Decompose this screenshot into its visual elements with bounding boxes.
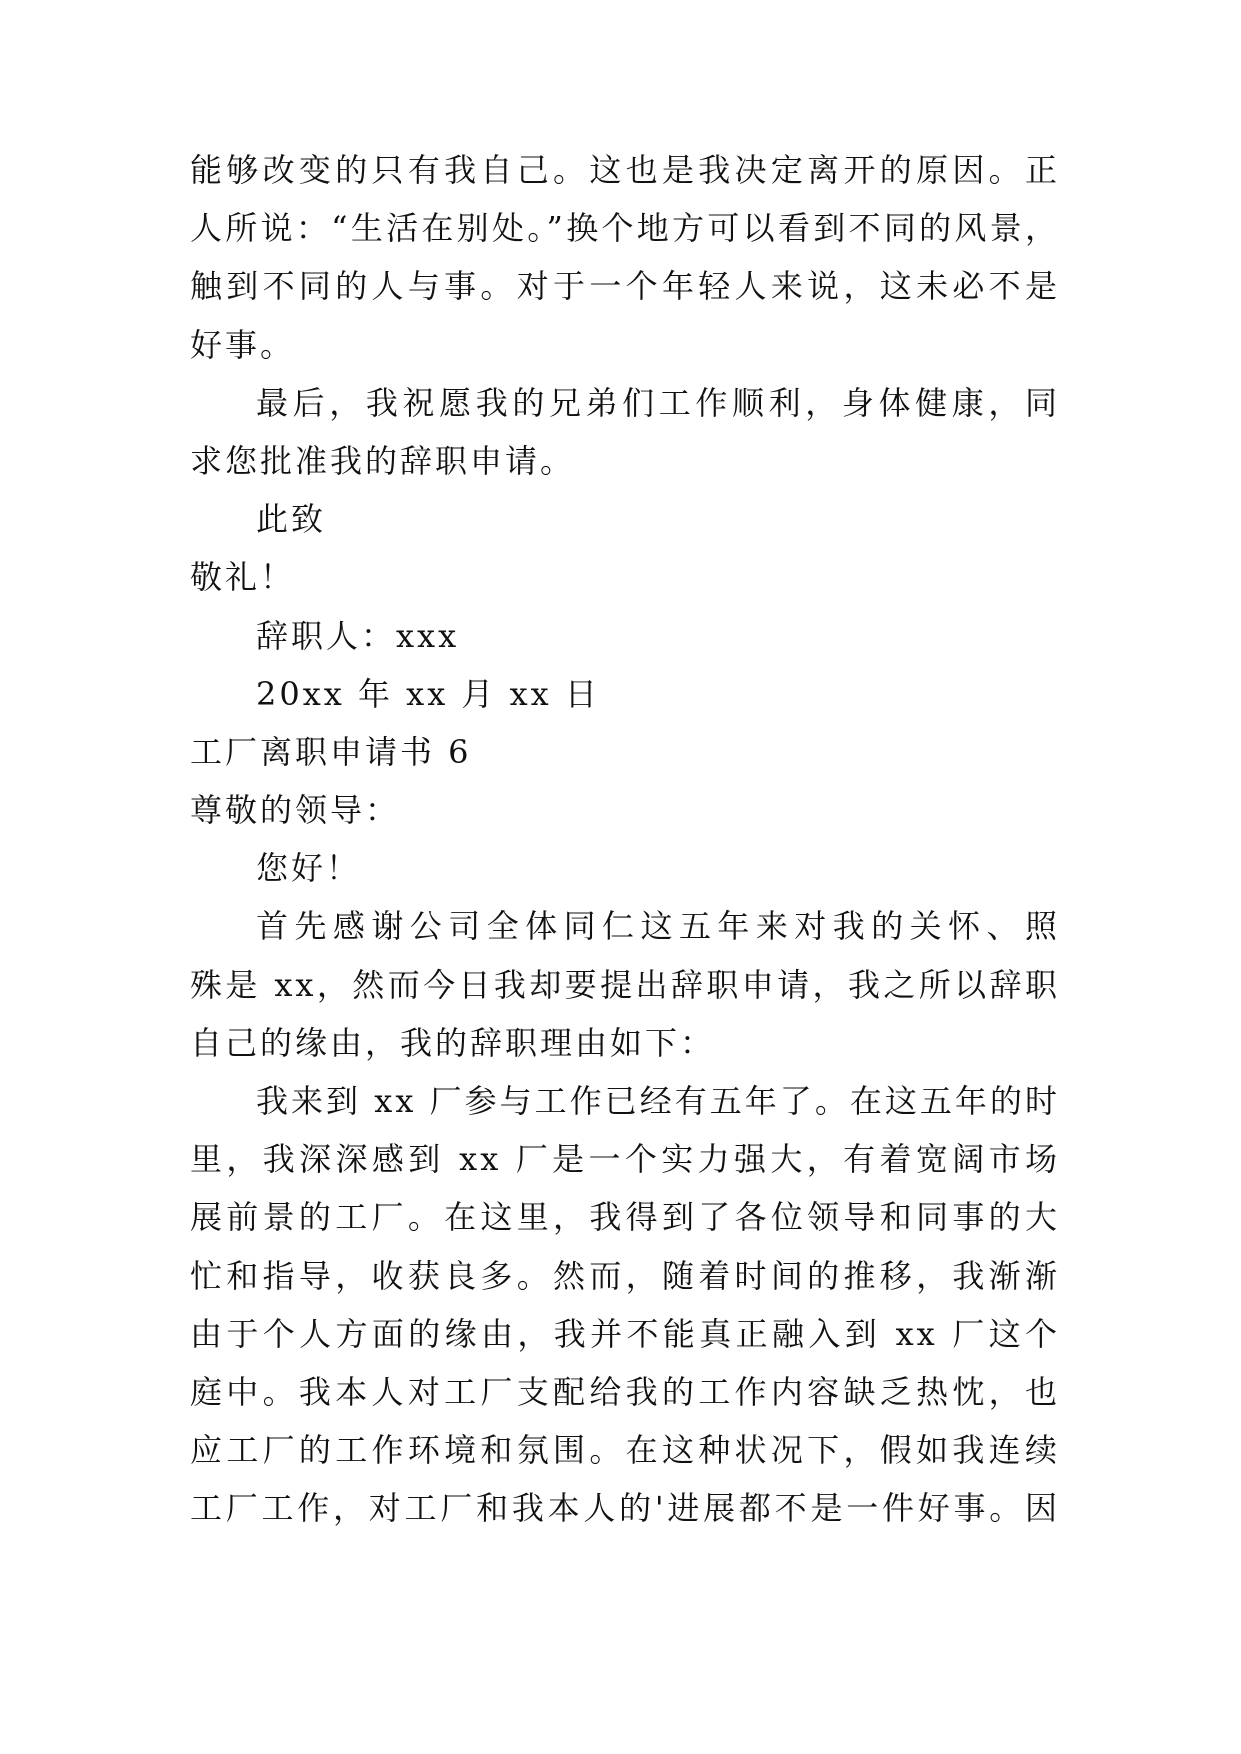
closing-salutation: 此致 <box>256 500 327 539</box>
text-line: 应工厂的工作环境和氛围。在这种状况下，假如我连续 <box>190 1431 1060 1470</box>
text-line: 自己的缘由，我的辞职理由如下： <box>190 1023 716 1062</box>
text-line: 求您批准我的辞职申请。 <box>190 441 576 480</box>
letter-body <box>190 141 1060 1538</box>
text-line: 工厂工作，对工厂和我本人的'进展都不是一件好事。因 <box>190 1489 1060 1528</box>
text-line: 由于个人方面的缘由，我并不能真正融入到 xx 厂这个 <box>190 1314 1060 1353</box>
greeting: 您好！ <box>256 849 362 888</box>
text-line: 庭中。我本人对工厂支配给我的工作内容缺乏热忱，也 <box>190 1372 1060 1411</box>
text-line: 好事。 <box>190 325 296 364</box>
text-line: 触到不同的人与事。对于一个年轻人来说，这未必不是 <box>190 267 1060 306</box>
text-line: 里，我深深感到 xx 厂是一个实力强大，有着宽阔市场 <box>190 1140 1060 1179</box>
text-line: 忙和指导，收获良多。然而，随着时间的推移，我渐渐 <box>190 1256 1060 1295</box>
text-line: 殊是 xx，然而今日我却要提出辞职申请，我之所以辞职 <box>190 965 1060 1004</box>
signature-line: 辞职人：xxx <box>256 616 460 655</box>
greeting-recipient: 尊敬的领导： <box>190 791 401 830</box>
text-line: 我来到 xx 厂参与工作已经有五年了。在这五年的时 <box>256 1082 1060 1120</box>
text-line: 能够改变的只有我自己。这也是我决定离开的原因。正 <box>190 151 1060 189</box>
section-title: 工厂离职申请书 6 <box>190 732 472 771</box>
text-line: 展前景的工厂。在这里，我得到了各位领导和同事的大 <box>190 1198 1060 1237</box>
text-line: 人所说：“生活在别处。”换个地方可以看到不同的风景， <box>190 209 1060 248</box>
text-line: 最后，我祝愿我的兄弟们工作顺利，身体健康，同 <box>256 383 1060 422</box>
closing-regards: 敬礼！ <box>190 558 296 597</box>
text-line: 首先感谢公司全体同仁这五年来对我的关怀、照 <box>256 907 1060 946</box>
date-line: 20xx 年 xx 月 xx 日 <box>256 674 600 713</box>
